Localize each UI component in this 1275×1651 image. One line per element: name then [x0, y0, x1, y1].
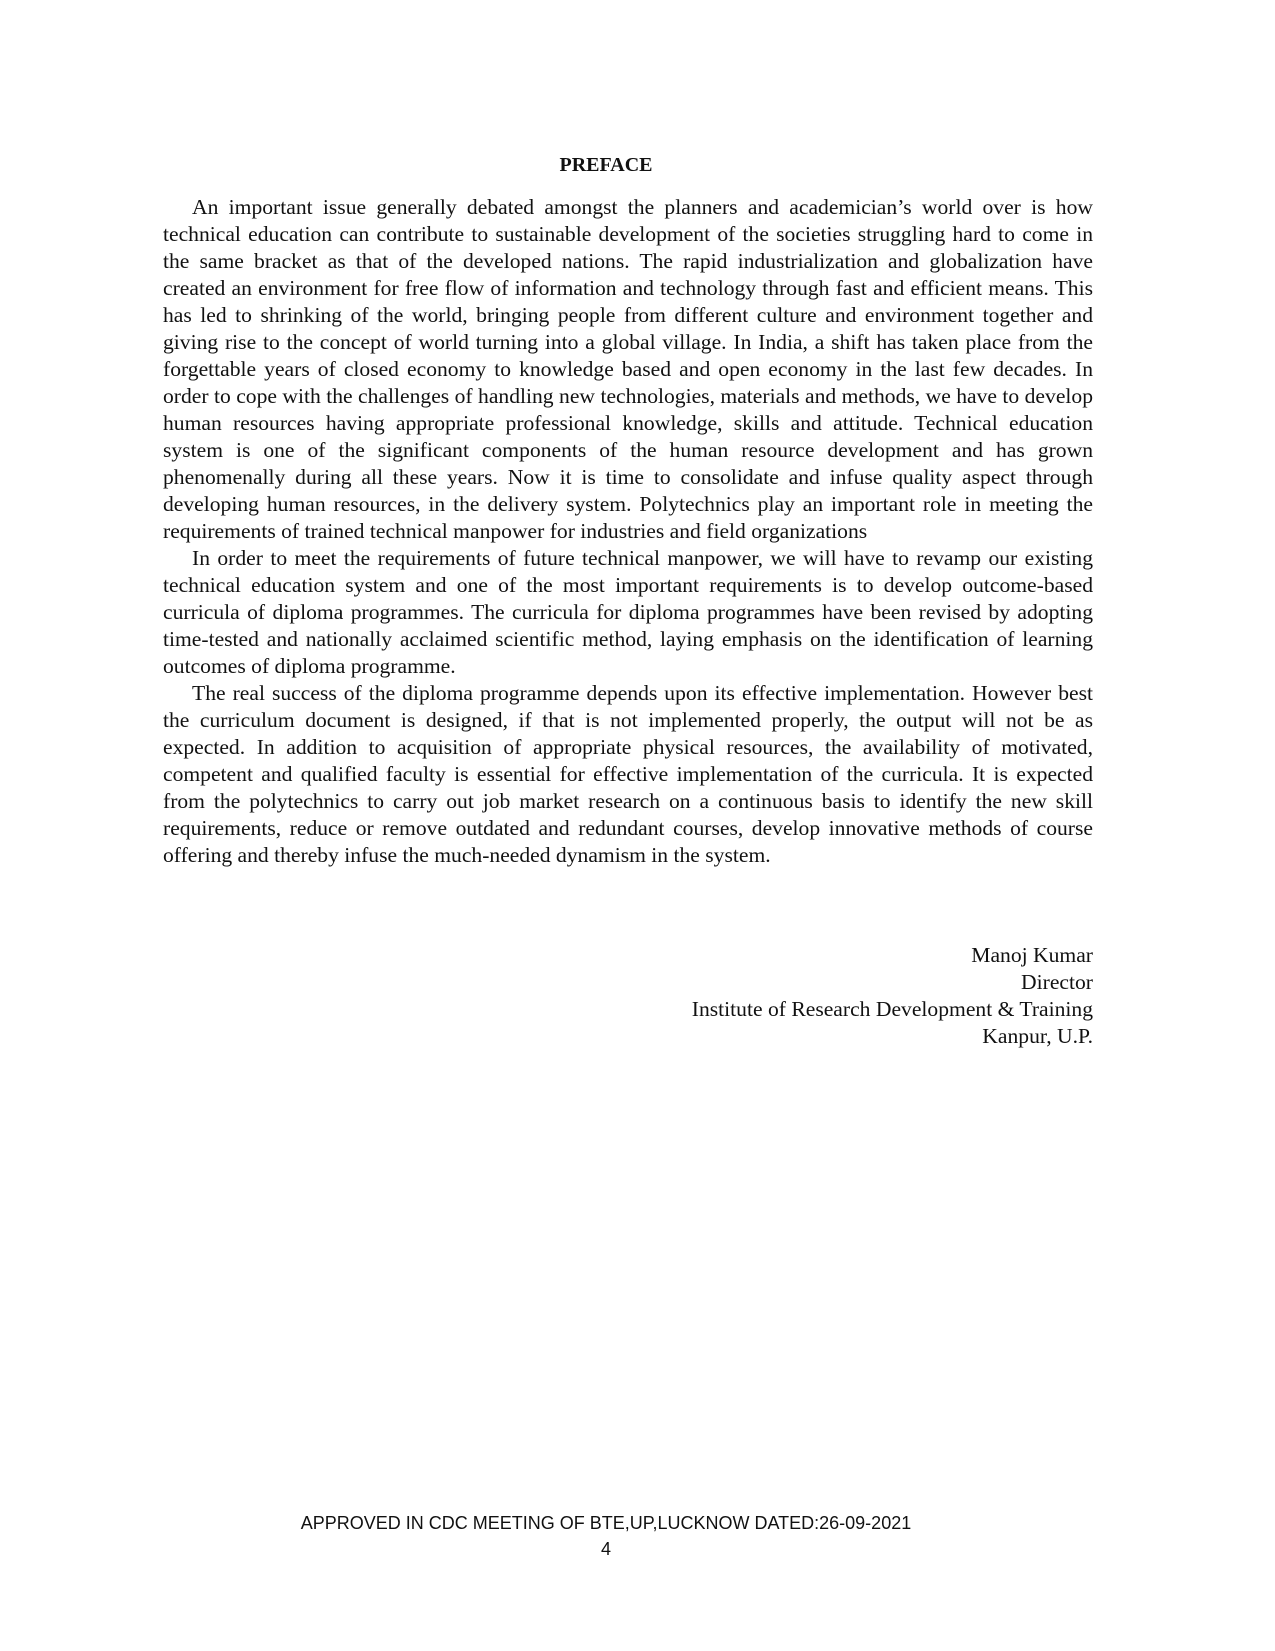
signatory-institute: Institute of Research Development & Training: [691, 997, 1093, 1021]
signatory-name: Manoj Kumar: [971, 943, 1093, 967]
paragraph-2: In order to meet the requirements of future technical manpower, we will have to revamp our existing technical education system and one of the most important requirements is to develop outcome-based curricula of diploma programmes. The curricula for diploma programmes have been revised by adopting time-tested and nationally acclaimed scientific method, laying emphasis on the identification of learning outcomes of diploma programme.: [163, 546, 1093, 678]
paragraph-1: An important issue generally debated amongst the planners and academician’s world over is how technical education can contribute to sustainable development of the societies struggling hard to come in the same bracket as that of the developed nations. The rapid industrialization and globalization have created an environment for free flow of information and technology through fast and efficient means. This has led to shrinking of the world, bringing people from different culture and environment together and giving rise to the concept of world turning into a global village. In India, a shift has taken place from the forgettable years of closed economy to knowledge based and open economy in the last few decades. In order to cope with the challenges of handling new technologies, materials and methods, we have to develop human resources having appropriate professional knowledge, skills and attitude. Technical education system is one of the significant components of the human resource development and has grown phenomenally during all these years. Now it is time to consolidate and infuse quality aspect through developing human resources, in the delivery system. Polytechnics play an important role in meeting the requirements of trained technical manpower for industries and field organizations: [163, 195, 1093, 543]
page-number: 4: [600, 1539, 611, 1559]
approval-note: APPROVED IN CDC MEETING OF BTE,UP,LUCKNOW DATED:26-09-2021: [300, 1513, 912, 1533]
signatory-location: Kanpur, U.P.: [982, 1024, 1093, 1048]
signatory-designation: Director: [1021, 970, 1093, 994]
page-title: PREFACE: [559, 154, 653, 176]
paragraph-3: The real success of the diploma programme depends upon its effective implementation. However best the curriculum document is designed, if that is not implemented properly, the output will not be as expected. In addition to acquisition of appropriate physical resources, the availability of motivated, competent and qualified faculty is essential for effective implementation of the curricula. It is expected from the polytechnics to carry out job market research on a continuous basis to identify the new skill requirements, reduce or remove outdated and redundant courses, develop innovative methods of course offering and thereby infuse the much-needed dynamism in the system.: [163, 681, 1093, 867]
preface-body: [163, 194, 1093, 869]
signature-block: [560, 942, 1093, 1050]
page-footer: [0, 1510, 1212, 1562]
